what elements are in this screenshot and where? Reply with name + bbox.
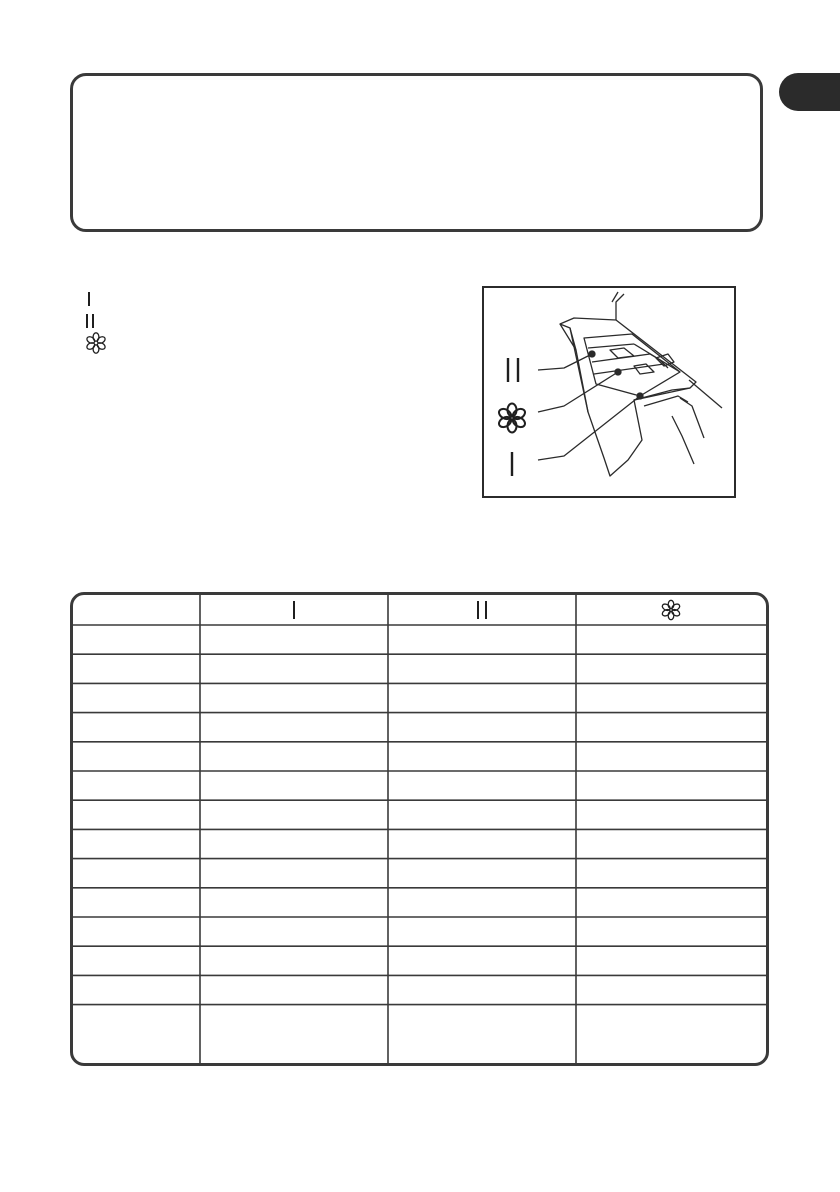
flower-softener-icon <box>661 600 681 619</box>
table-grid <box>73 595 766 1063</box>
roman-two-icon <box>84 312 104 330</box>
dosage-table <box>70 592 769 1066</box>
legend-item-mainwash <box>84 310 108 332</box>
roman-two-icon <box>508 358 518 382</box>
roman-two-icon <box>478 601 486 619</box>
legend-item-softener <box>84 332 108 354</box>
flower-softener-icon <box>84 332 108 354</box>
flower-softener-icon <box>497 404 527 433</box>
compartment-legend <box>84 288 108 354</box>
legend-item-prewash <box>84 288 108 310</box>
detergent-drawer-illustration <box>482 286 736 498</box>
info-box <box>70 73 763 232</box>
drawer-drawing <box>484 288 734 496</box>
roman-one-icon <box>84 290 104 308</box>
language-tab <box>779 73 840 111</box>
